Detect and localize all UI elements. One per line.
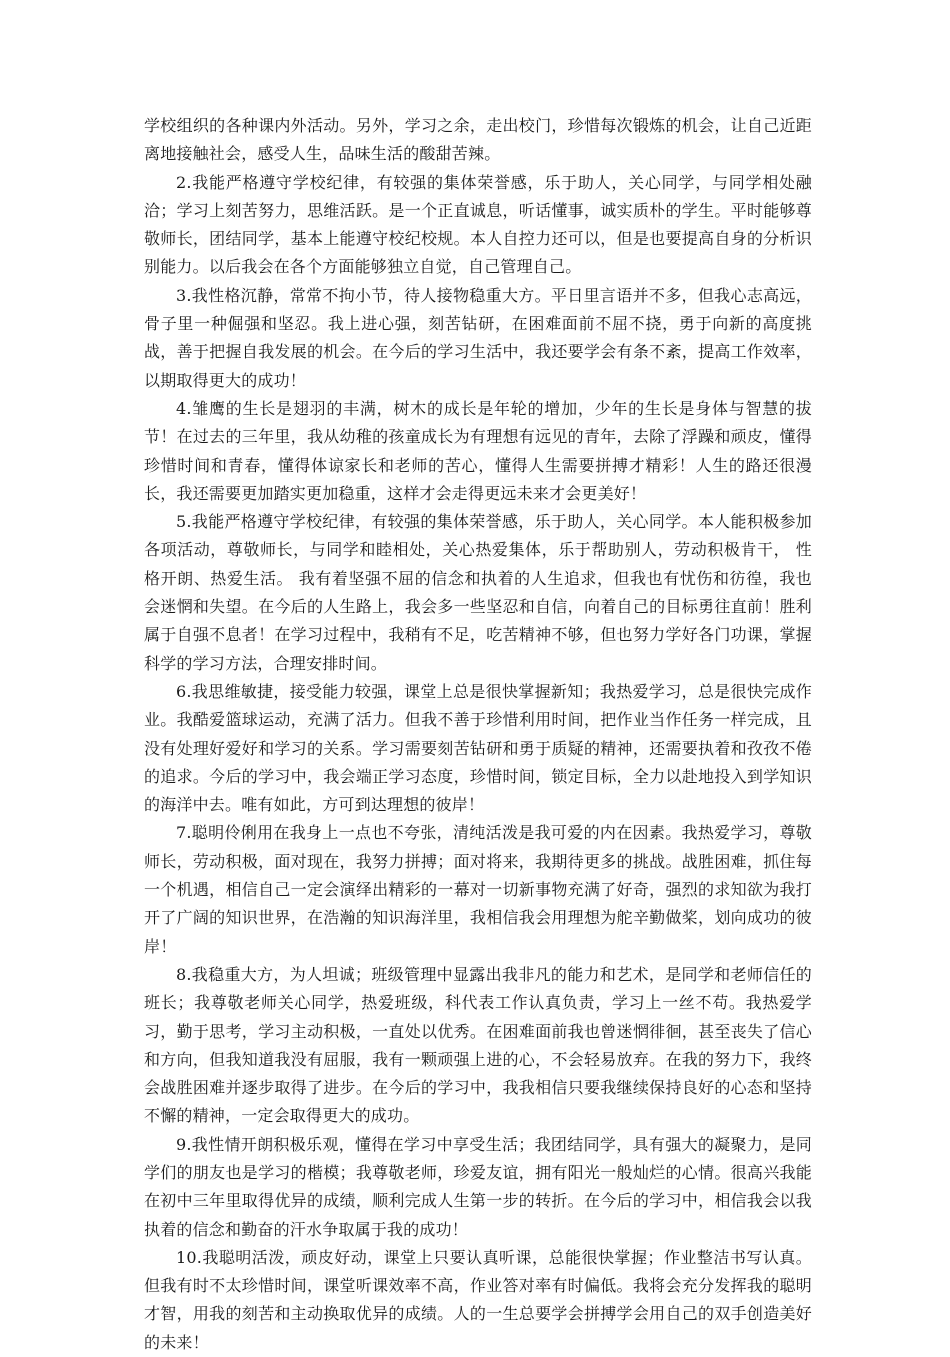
paragraph-item-9: 9.我性情开朗积极乐观，懂得在学习中享受生活；我团结同学，具有强大的凝聚力，是同学们的朋友也是学习的楷模；我尊敬老师，珍爱友谊，拥有阳光一般灿烂的心情。很高兴我能在初中三年里取得优异的成绩，顺利完成人生第一步的转折。在今后的学习中，相信我会以我执着的信念和勤奋的汗水争取属于我的成功！: [144, 1134, 812, 1239]
paragraph-item-6: 6.我思维敏捷，接受能力较强，课堂上总是很快掌握新知；我热爱学习，总是很快完成作业。我酷爱篮球运动，充满了活力。但我不善于珍惜利用时间，把作业当作任务一样完成，且没有处理好爱好和学习的关系。学习需要刻苦钻研和勇于质疑的精神，还需要执着和孜孜不倦的追求。今后的学习中，我会端正学习态度，珍惜时间，锁定目标，全力以赴地投入到学知识的海洋中去。唯有如此，方可到达理想的彼岸！: [144, 681, 812, 815]
paragraph-continuation: 学校组织的各种课内外活动。另外，学习之余，走出校门，珍惜每次锻炼的机会，让自己近距离地接触社会，感受人生，品味生活的酸甜苦辣。: [144, 116, 812, 164]
paragraph-item-4: 4.雏鹰的生长是翅羽的丰满，树木的成长是年轮的增加，少年的生长是身体与智慧的拔节！在过去的三年里，我从幼稚的孩童成长为有理想有远见的青年，去除了浮躁和顽皮，懂得珍惜时间和青春，懂得体谅家长和老师的苦心，懂得人生需要拼搏才精彩！人生的路还很漫长，我还需要更加踏实更加稳重，这样才会走得更远未来才会更美好！: [144, 398, 812, 503]
paragraph-item-5: 5.我能严格遵守学校纪律，有较强的集体荣誉感，乐于助人，关心同学。本人能积极参加各项活动，尊敬师长，与同学和睦相处，关心热爱集体，乐于帮助别人，劳动积极肯干， 性格开朗、热爱生活。 我有着坚强不屈的信念和执着的人生追求，但我也有忧伤和彷徨，我也会迷惘和失望。在今后的人生路上，我会多一些坚忍和自信，向着自己的目标勇往直前！胜利属于自强不息者！在学习过程中，我稍有不足，吃苦精神不够，但也努力学好各门功课，掌握科学的学习方法，合理安排时间。: [144, 512, 812, 673]
paragraph-item-3: 3.我性格沉静，常常不拘小节，待人接物稳重大方。平日里言语并不多，但我心志高远，骨子里一种倔强和坚忍。我上进心强，刻苦钻研，在困难面前不屈不挠，勇于向新的高度挑战，善于把握自我发展的机会。在今后的学习生活中，我还要学会有条不紊，提高工作效率，以期取得更大的成功！: [144, 285, 812, 390]
paragraph-item-10: 10.我聪明活泼，顽皮好动，课堂上只要认真听课，总能很快掌握；作业整洁书写认真。但我有时不太珍惜时间，课堂听课效率不高，作业答对率有时偏低。我将会充分发挥我的聪明才智，用我的刻苦和主动换取优异的成绩。人的一生总要学会拼搏学会用自己的双手创造美好的未来！: [144, 1247, 812, 1352]
document-body: [144, 112, 812, 1357]
paragraph-item-8: 8.我稳重大方，为人坦诚；班级管理中显露出我非凡的能力和艺术，是同学和老师信任的班长；我尊敬老师关心同学，热爱班级，科代表工作认真负责，学习上一丝不苟。我热爱学习，勤于思考，学习主动积极，一直处以优秀。在困难面前我也曾迷惘徘徊，甚至丧失了信心和方向，但我知道我没有屈服，我有一颗顽强上进的心，不会轻易放弃。在我的努力下，我终会战胜困难并逐步取得了进步。在今后的学习中，我我相信只要我继续保持良好的心态和坚持不懈的精神，一定会取得更大的成功。: [144, 964, 812, 1126]
paragraph-item-2: 2.我能严格遵守学校纪律，有较强的集体荣誉感，乐于助人，关心同学，与同学相处融洽；学习上刻苦努力，思维活跃。是一个正直诚息，听话懂事，诚实质朴的学生。平时能够尊敬师长，团结同学，基本上能遵守校纪校规。本人自控力还可以，但是也要提高自身的分析识别能力。以后我会在各个方面能够独立自觉，自己管理自己。: [144, 172, 812, 277]
paragraph-item-7: 7.聪明伶俐用在我身上一点也不夸张，清纯活泼是我可爱的内在因素。我热爱学习，尊敬师长，劳动积极，面对现在，我努力拼搏；面对将来，我期待更多的挑战。战胜困难，抓住每一个机遇，相信自己一定会演绎出精彩的一幕对一切新事物充满了好奇，强烈的求知欲为我打开了广阔的知识世界，在浩瀚的知识海洋里，我相信我会用理想为舵辛勤做桨，划向成功的彼岸！: [144, 823, 812, 956]
